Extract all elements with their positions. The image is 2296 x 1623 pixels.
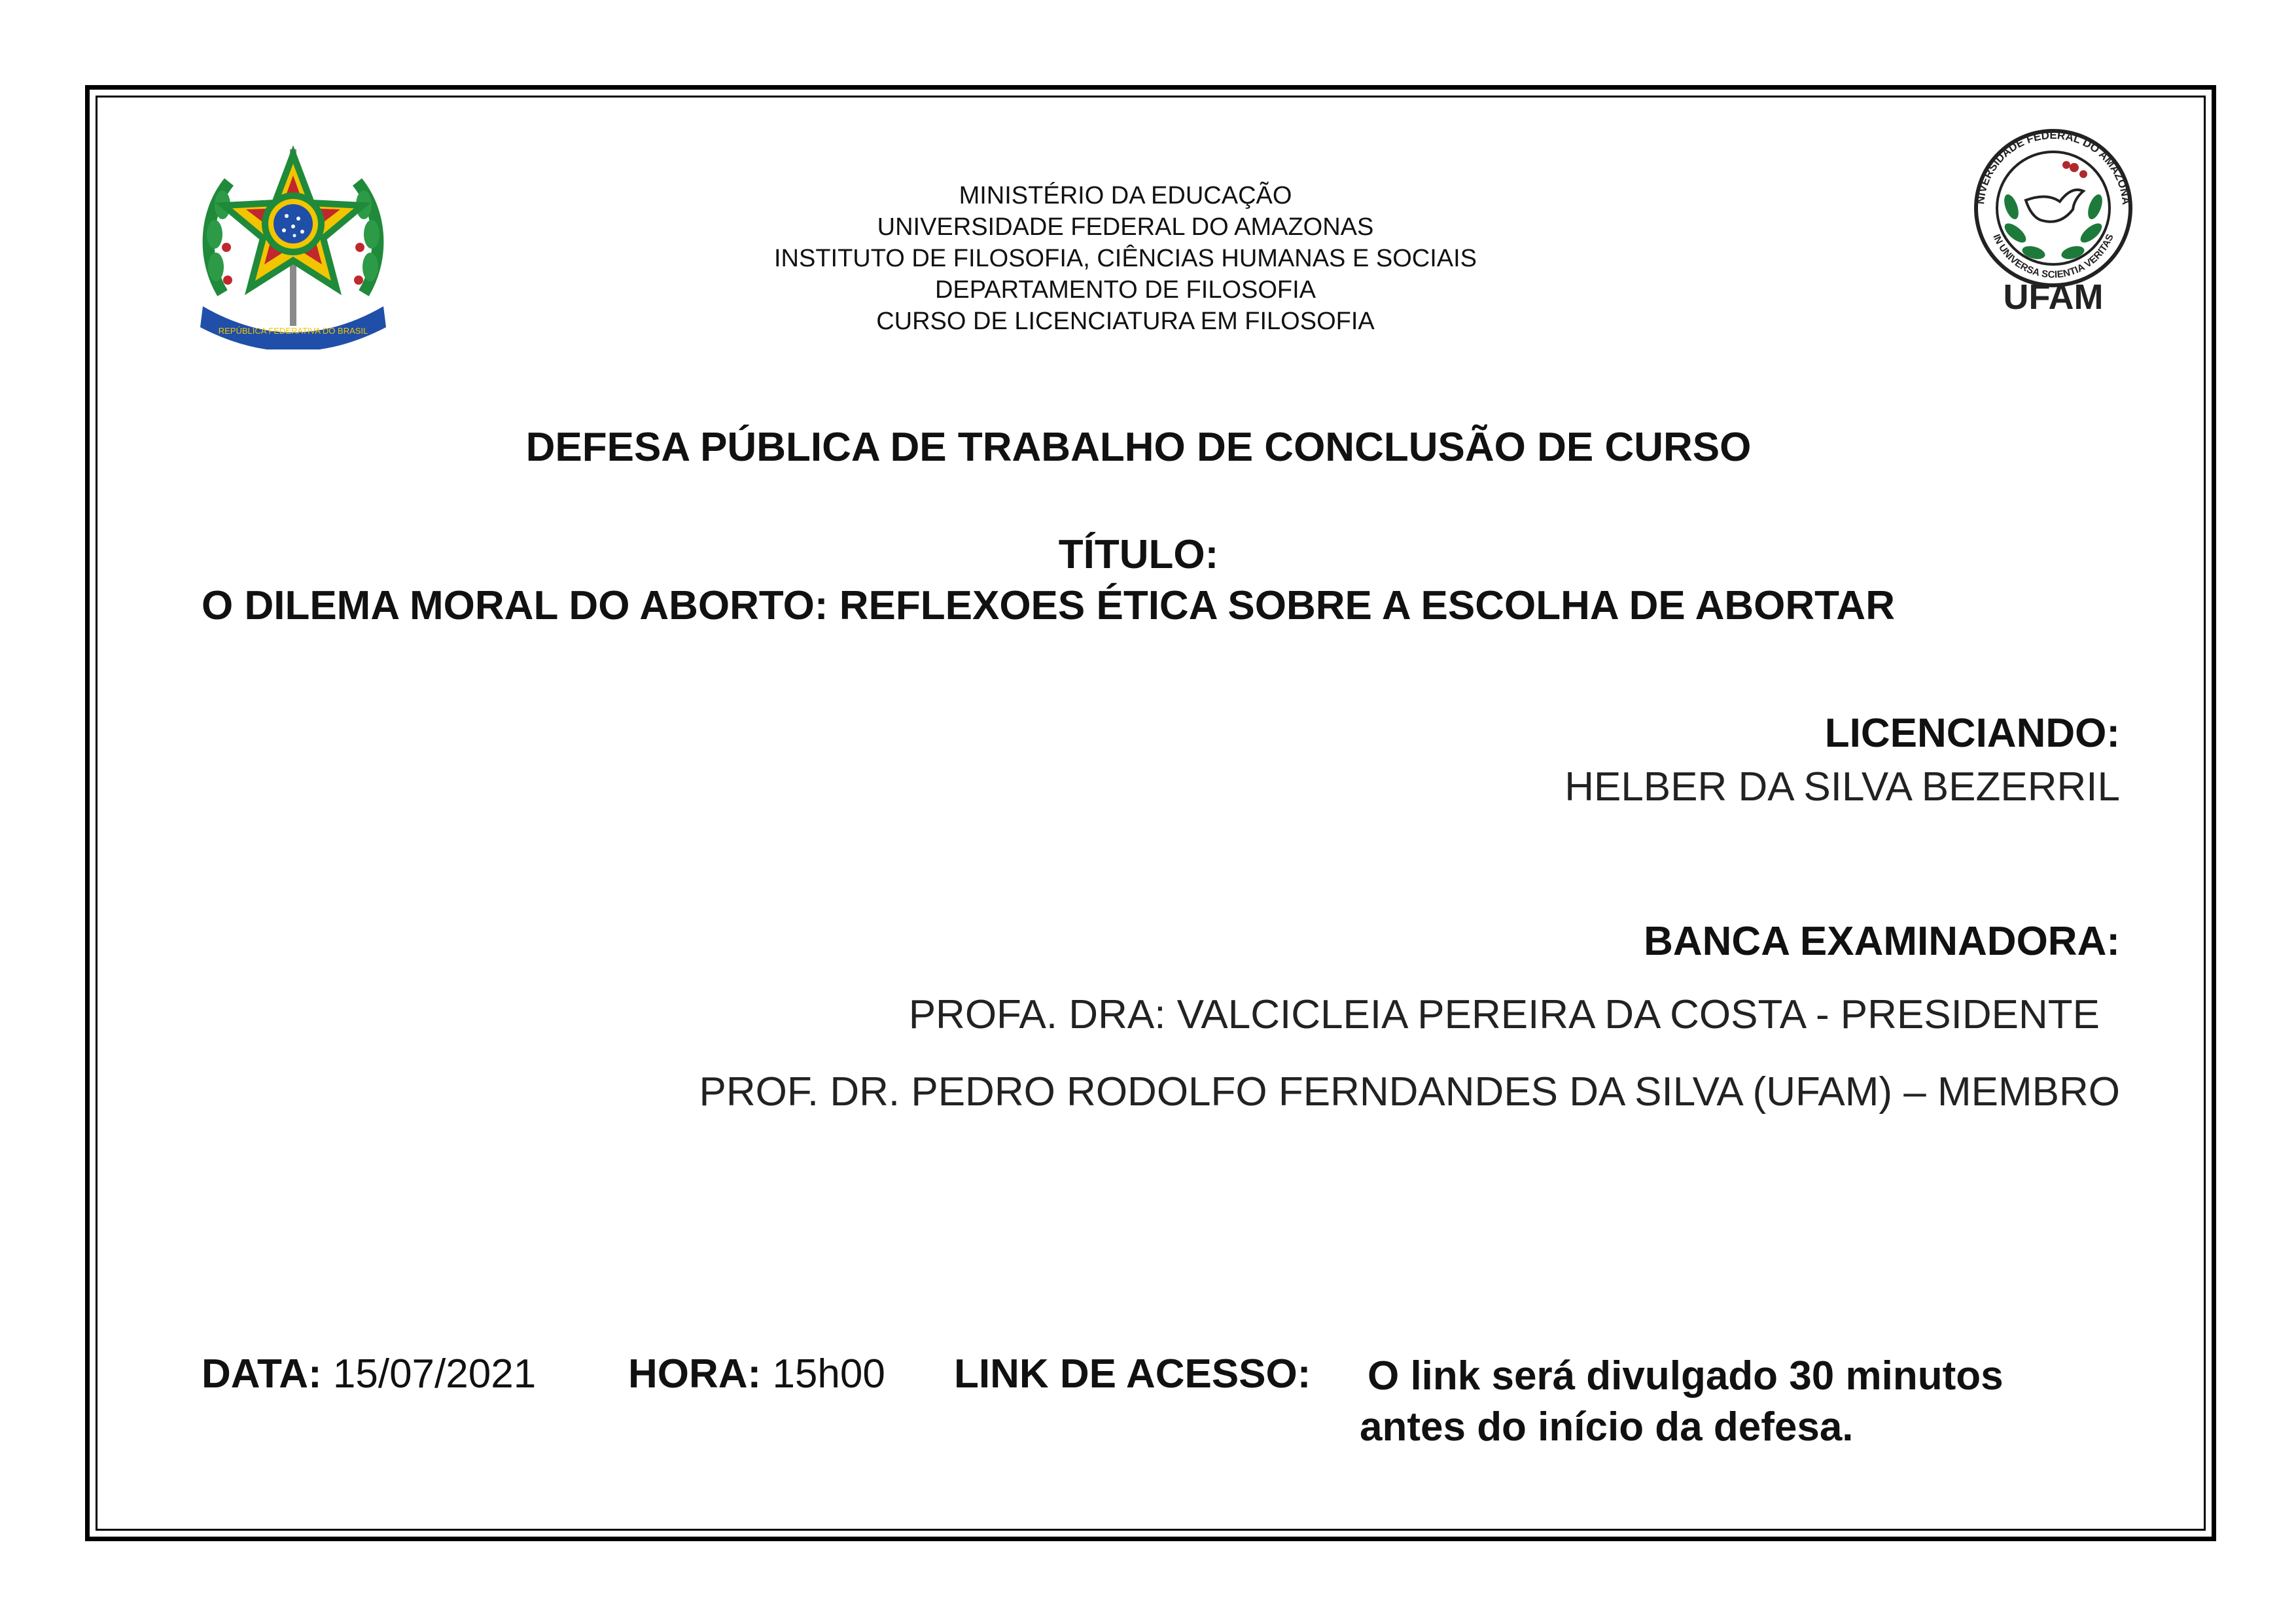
- institution-header: [458, 180, 1793, 337]
- access-link-label: LINK DE ACESSO:: [954, 1351, 1311, 1397]
- date-value: 15/07/2021: [332, 1351, 537, 1397]
- date-field: [202, 1351, 536, 1397]
- header-line-institute: INSTITUTO DE FILOSOFIA, CIÊNCIAS HUMANAS E SOCIAIS: [773, 245, 1477, 272]
- emblem-ribbon-text: REPÚBLICA FEDERATIVA DO BRASIL: [218, 326, 368, 336]
- ufam-seal-icon: [1968, 128, 2138, 318]
- header-line-university: UNIVERSIDADE FEDERAL DO AMAZONAS: [877, 213, 1374, 241]
- title-label: TÍTULO:: [1058, 532, 1219, 577]
- header-line-ministry: MINISTÉRIO DA EDUCAÇÃO: [959, 182, 1292, 209]
- banca-label: BANCA EXAMINADORA:: [1644, 919, 2120, 964]
- seal-motto-text: IN UNIVERSA SCIENTIA VERITAS: [1990, 232, 2116, 281]
- seal-acronym: UFAM: [2003, 277, 2104, 317]
- header-line-department: DEPARTAMENTO DE FILOSOFIA: [934, 276, 1316, 304]
- time-label: HORA:: [628, 1351, 762, 1397]
- licenciando-label: LICENCIANDO:: [1824, 711, 2120, 756]
- time-value: 15h00: [772, 1351, 885, 1397]
- thesis-title: O DILEMA MORAL DO ABORTO: REFLEXOES ÉTICA SOBRE A ESCOLHA DE ABORTAR: [202, 583, 1895, 628]
- licenciando-name: HELBER DA SILVA BEZERRIL: [1564, 764, 2120, 810]
- time-field: [628, 1351, 885, 1397]
- brazil-coat-of-arms-icon: [196, 143, 390, 349]
- access-link-note-line: antes do início da defesa.: [1360, 1404, 1854, 1450]
- header-line-course: CURSO DE LICENCIATURA EM FILOSOFIA: [876, 308, 1375, 335]
- access-link-note: [1360, 1351, 2004, 1453]
- date-label: DATA:: [202, 1351, 322, 1397]
- defense-heading: DEFESA PÚBLICA DE TRABALHO DE CONCLUSÃO DE CURSO: [525, 425, 1752, 470]
- banca-member: PROF. DR. PEDRO RODOLFO FERNDANDES DA SILVA (UFAM) – MEMBRO: [699, 1069, 2120, 1115]
- banca-member: PROFA. DRA: VALCICLEIA PEREIRA DA COSTA - PRESIDENTE: [908, 992, 2100, 1037]
- access-link-note-line: O link será divulgado 30 minutos: [1368, 1353, 2004, 1399]
- seal-ring-text: NIVERSIDADE FEDERAL DO AMAZONA: [1974, 128, 2133, 205]
